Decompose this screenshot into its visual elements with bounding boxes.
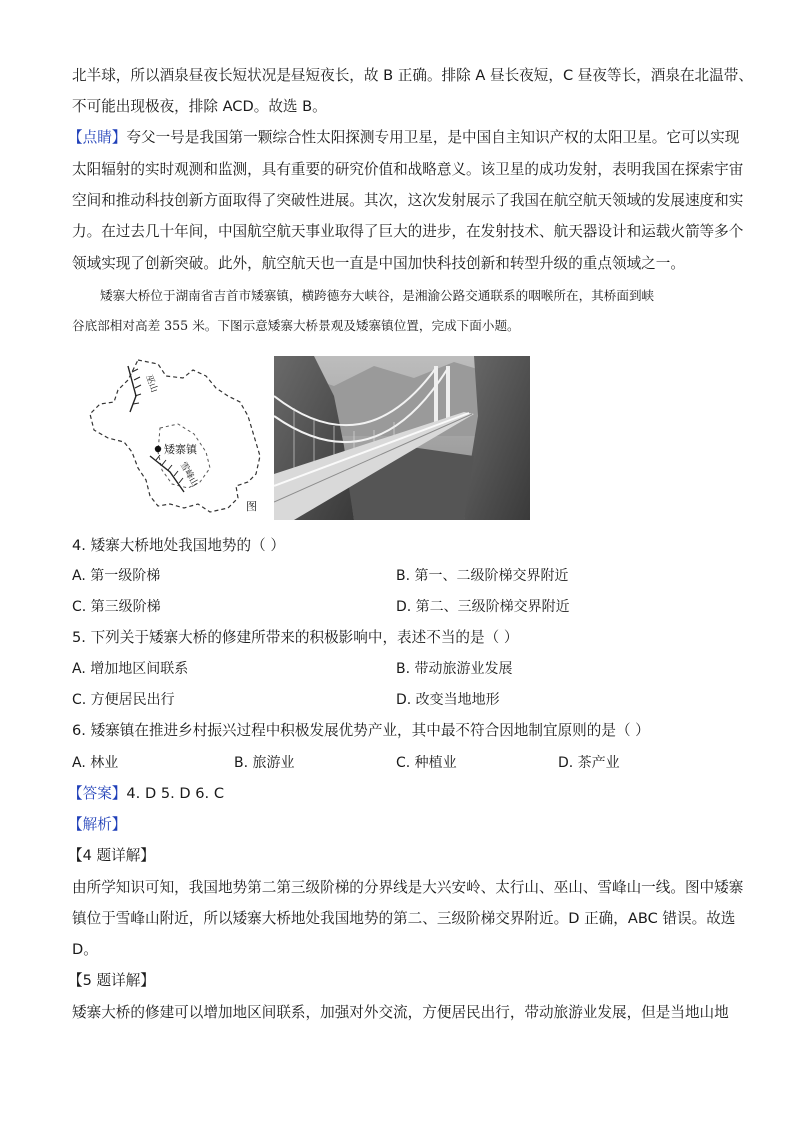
answer-text: 4. D 5. D 6. C: [126, 785, 225, 802]
answer-line: [68, 784, 224, 804]
text-line: D。: [72, 941, 98, 958]
text-line: 力。在过去几十年间，中国航空航天事业取得了巨大的进步，在发射技术、航天器设计和运载火箭等多个: [72, 223, 744, 240]
town-label: 矮寨镇: [164, 443, 197, 456]
boundary-outer: [90, 360, 260, 512]
q5-option-b: B. 带动旅游业发展: [396, 661, 513, 677]
figure-mark: 图: [246, 500, 257, 513]
text-line: 太阳辐射的实时观测和监测，具有重要的研究价值和战略意义。该卫星的成功发射，表明我国在探索宇宙: [72, 161, 744, 178]
text-line: 不可能出现极夜，排除 ACD。故选 B。: [72, 98, 327, 115]
q6-stem: 6. 矮寨镇在推进乡村振兴过程中积极发展优势产业，其中最不符合因地制宜原则的是（ ）: [72, 722, 650, 739]
q6-option-d: D. 茶产业: [558, 755, 620, 771]
text-line: 矮寨大桥的修建可以增加地区间联系，加强对外交流，方便居民出行，带动旅游业发展，但是当地山地: [72, 1004, 729, 1021]
q5-stem: 5. 下列关于矮寨大桥的修建所带来的积极影响中，表述不当的是（ ）: [72, 629, 519, 646]
bridge-photo-svg: [274, 356, 530, 520]
dianjing-tag: 【点睛】: [68, 129, 127, 146]
text-line: 镇位于雪峰山附近，所以矮寨大桥地处我国地势的第二、三级阶梯交界附近。D 正确，ABC 错误。故选: [72, 910, 736, 927]
boundary-inner: [158, 424, 210, 488]
d4-title: 【4 题详解】: [68, 847, 155, 864]
q5-option-d: D. 改变当地地形: [396, 692, 500, 708]
q6-option-b: B. 旅游业: [234, 755, 295, 771]
text-line: 谷底部相对高差 355 米。下图示意矮寨大桥景观及矮寨镇位置，完成下面小题。: [72, 318, 520, 333]
text-line: 矮寨大桥位于湖南省吉首市矮寨镇，横跨德夯大峡谷，是湘渝公路交通联系的咽喉所在，其桥面到峡: [100, 288, 655, 303]
text-line: [68, 128, 739, 148]
q4-option-b: B. 第一、二级阶梯交界附近: [396, 568, 569, 584]
q5-option-a: A. 增加地区间联系: [72, 661, 189, 677]
q4-option-d: D. 第二、三级阶梯交界附近: [396, 599, 570, 615]
q4-option-c: C. 第三级阶梯: [72, 599, 161, 615]
q6-option-a: A. 林业: [72, 755, 119, 771]
mountain-range-top: [128, 366, 136, 412]
jiexi-tag: 【解析】: [68, 816, 127, 833]
range-label-top: 巫山: [143, 373, 159, 394]
bridge-tower-far: [434, 366, 438, 426]
text-line: 领域实现了创新突破。此外，航空航天也一直是中国加快科技创新和转型升级的重点领域之一。: [72, 255, 685, 272]
q4-stem: 4. 矮寨大桥地处我国地势的（ ）: [72, 537, 285, 554]
mountain-range-bottom: [150, 456, 184, 492]
answer-tag: 【答案】: [68, 785, 127, 802]
q5-option-c: C. 方便居民出行: [72, 692, 175, 708]
map-svg: [88, 356, 272, 520]
q6-option-c: C. 种植业: [396, 755, 457, 771]
d5-title: 【5 题详解】: [68, 972, 155, 989]
text-line: 由所学知识可知，我国地势第二第三级阶梯的分界线是大兴安岭、太行山、巫山、雪峰山一线。图中矮寨: [72, 879, 744, 896]
dianjing-first: 夸父一号是我国第一颗综合性太阳探测专用卫星，是中国自主知识产权的太阳卫星。它可以实现: [126, 129, 740, 146]
q4-option-a: A. 第一级阶梯: [72, 568, 161, 584]
town-dot: [155, 446, 161, 452]
bridge-photo: [274, 356, 530, 520]
text-line: 北半球，所以酒泉昼夜长短状况是昼短夜长，故 B 正确。排除 A 昼长夜短，C 昼夜等长，酒泉在北温带、: [72, 67, 753, 84]
location-map: [88, 356, 272, 520]
text-line: 空间和推动科技创新方面取得了突破性进展。其次，这次发射展示了我国在航空航天领域的发展速度和实: [72, 192, 744, 209]
range-label-bottom: 雪峰山: [177, 460, 200, 489]
